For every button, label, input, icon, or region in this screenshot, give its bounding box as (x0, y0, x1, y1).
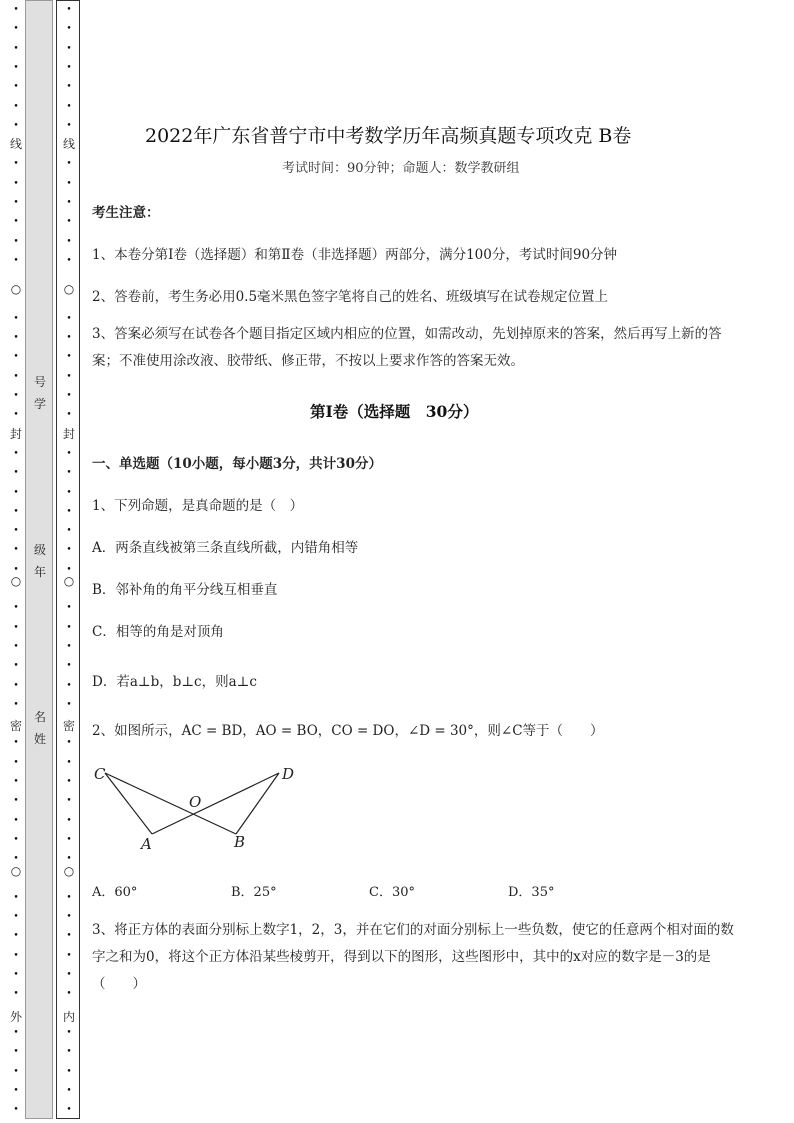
student-info-strip (25, 0, 53, 1119)
outer-mark-3: ○ (10, 574, 22, 588)
inner-mark-2: 封 (62, 427, 75, 441)
inner-dot: • (66, 912, 72, 923)
outer-dot: • (13, 892, 19, 903)
inner-dot: • (66, 757, 72, 768)
inner-dot: • (66, 1066, 72, 1077)
inner-dot: • (66, 641, 72, 652)
inner-dot: • (66, 352, 72, 363)
outer-dot: • (13, 120, 19, 131)
inner-dot: • (66, 506, 72, 517)
inner-dot: • (66, 198, 72, 208)
section-title: 第I卷（选择题 30分） (310, 402, 479, 421)
outer-dot: • (13, 603, 19, 614)
inner-dot: • (66, 333, 72, 344)
notice-item-3: 3、答案必须写在试卷各个题目指定区域内相应的位置，如需改动，先划掉原来的答案，然后再写上新的答案；不准使用涂改液、胶带纸、修正带，不按以上要求作答的答案无效。 (92, 326, 722, 369)
inner-dot: • (66, 448, 72, 459)
inner-dot: • (66, 101, 72, 112)
notice-item-2: 2、答卷前，考生务必用0.5毫米黑色签字笔将自己的姓名、班级填写在试卷规定位置上 (92, 289, 609, 305)
inner-dot: • (66, 738, 72, 749)
inner-mark-4: 密 (62, 719, 75, 733)
outer-dot: • (13, 159, 19, 170)
part-heading: 一、单选题（10小题，每小题3分，共计30分） (92, 456, 382, 472)
outer-dot: • (13, 699, 19, 710)
field-label-xingming-1: 名 (33, 710, 46, 724)
field-label-nianji-2: 年 (33, 565, 46, 579)
outer-dot: • (13, 931, 19, 942)
inner-dot: • (66, 892, 72, 903)
exam-info: 考试时间：90分钟；命题人：数学教研组 (282, 161, 520, 176)
outer-mark-6: 外 (9, 1010, 22, 1024)
inner-dot: • (66, 391, 72, 401)
outer-dot: • (13, 796, 19, 807)
question-1-option-c: C．相等的角是对顶角 (92, 624, 224, 640)
outer-dot: • (13, 487, 19, 498)
outer-dot: • (13, 622, 19, 633)
outer-dot: • (13, 1085, 19, 1096)
outer-dot: • (13, 1027, 19, 1038)
inner-dot: • (66, 950, 72, 961)
outer-dot: • (13, 1047, 19, 1058)
inner-dot: • (66, 526, 72, 537)
outer-dot: • (13, 526, 19, 537)
outer-dot: • (13, 410, 19, 421)
outer-dot: • (13, 1066, 19, 1077)
outer-dot: • (13, 950, 19, 961)
outer-dot: • (13, 834, 19, 845)
inner-dot: • (66, 255, 72, 266)
inner-dot: • (66, 1105, 72, 1116)
notice-heading: 考生注意： (92, 205, 160, 221)
outer-dot: • (13, 970, 19, 980)
inner-dot: • (66, 680, 72, 691)
outer-dot: • (13, 661, 19, 672)
inner-mark-3: ○ (63, 574, 75, 588)
outer-mark-2: 封 (9, 427, 22, 441)
question-2-option-c: C．30° (369, 885, 415, 900)
outer-dot: • (13, 641, 19, 652)
outer-dot: • (13, 178, 19, 189)
inner-dot: • (66, 834, 72, 845)
inner-dot: • (66, 313, 72, 324)
inner-dot: • (66, 24, 72, 35)
inner-dot: • (66, 178, 72, 189)
inner-dot: • (66, 854, 72, 865)
outer-dot: • (13, 198, 19, 208)
outer-mark-5: ○ (10, 864, 22, 878)
inner-dot: • (66, 931, 72, 942)
field-label-xuehao-1: 号 (33, 375, 46, 389)
inner-dot: • (66, 777, 72, 787)
outer-dot: • (13, 255, 19, 266)
outer-dot: • (13, 24, 19, 35)
outer-dot: • (13, 757, 19, 768)
question-1-option-a: A．两条直线被第三条直线所截，内错角相等 (92, 540, 359, 556)
inner-dot: • (66, 217, 72, 228)
inner-mark-1: ○ (63, 282, 75, 296)
question-2-option-d: D．35° (508, 885, 555, 900)
inner-dot: • (66, 487, 72, 498)
outer-mark-0: 线 (9, 137, 22, 151)
outer-dot: • (13, 448, 19, 459)
inner-dot: • (66, 815, 72, 826)
outer-dot: • (13, 217, 19, 228)
question-2-option-b: B．25° (231, 885, 277, 900)
outer-dot: • (13, 5, 19, 15)
inner-dot: • (66, 1085, 72, 1096)
field-label-xuehao-2: 学 (33, 397, 46, 411)
outer-dot: • (13, 1105, 19, 1116)
outer-dot: • (13, 352, 19, 363)
inner-dot: • (66, 43, 72, 54)
inner-dot: • (66, 699, 72, 710)
outer-dot: • (13, 815, 19, 826)
inner-dot: • (66, 236, 72, 247)
question-2-stem: 2、如图所示，AC = BD，AO = BO，CO = DO，∠D = 30°，则∠C等于（ ） (92, 723, 604, 739)
outer-mark-1: ○ (10, 282, 22, 296)
inner-dot: • (66, 468, 72, 479)
outer-dot: • (13, 82, 19, 93)
inner-dot: • (66, 1027, 72, 1038)
question-1-option-b: B．邻补角的角平分线互相垂直 (92, 582, 278, 598)
outer-dot: • (13, 564, 19, 575)
inner-dot: • (66, 159, 72, 170)
question-2-option-a: A．60° (92, 885, 138, 900)
outer-dot: • (13, 506, 19, 517)
outer-dot: • (13, 545, 19, 556)
question-3-stem: 3、将正方体的表面分别标上数字1，2，3，并在它们的对面分别标上一些负数，使它的任意两个相对面的数字之和为0，将这个正方体沿某些棱剪开，得到以下的图形，这些图形中，其中的x对应的数字是－3的是（ ） (92, 922, 734, 992)
outer-dot: • (13, 989, 19, 1000)
outer-dot: • (13, 738, 19, 749)
outer-dot: • (13, 854, 19, 865)
inner-dot: • (66, 120, 72, 131)
notice-item-1: 1、本卷分第I卷（选择题）和第Ⅱ卷（非选择题）两部分，满分100分，考试时间90分钟 (92, 247, 618, 263)
inner-mark-0: 线 (62, 137, 75, 151)
inner-dot: • (66, 410, 72, 421)
field-label-xingming-2: 姓 (33, 732, 46, 746)
outer-dot: • (13, 313, 19, 324)
inner-mark-6: 内 (62, 1010, 75, 1024)
outer-dot: • (13, 777, 19, 787)
outer-dot: • (13, 371, 19, 382)
inner-dot: • (66, 622, 72, 633)
inner-dot: • (66, 661, 72, 672)
inner-dot: • (66, 82, 72, 93)
question-1-option-d: D．若a⊥b，b⊥c，则a⊥c (92, 674, 257, 690)
outer-dot: • (13, 391, 19, 401)
figure-label-c: C (94, 765, 106, 783)
inner-dot: • (66, 603, 72, 614)
page-title: 2022年广东省普宁市中考数学历年高频真题专项攻克 B卷 (145, 125, 632, 147)
inner-dot: • (66, 989, 72, 1000)
inner-dot: • (66, 371, 72, 382)
inner-dot: • (66, 5, 72, 15)
outer-mark-4: 密 (9, 719, 22, 733)
inner-dot: • (66, 1047, 72, 1058)
inner-dot: • (66, 970, 72, 980)
figure-label-b: B (234, 833, 246, 851)
inner-dot: • (66, 545, 72, 556)
binding-dots-outer (8, 0, 24, 1123)
inner-mark-5: ○ (63, 864, 75, 878)
inner-dot: • (66, 564, 72, 575)
outer-dot: • (13, 101, 19, 112)
inner-dot: • (66, 62, 72, 73)
outer-dot: • (13, 43, 19, 54)
figure-label-a: A (141, 835, 152, 853)
outer-dot: • (13, 468, 19, 479)
inner-dot: • (66, 796, 72, 807)
question-1-stem: 1、下列命题，是真命题的是（ ） (92, 498, 304, 514)
figure-label-d: D (282, 765, 295, 783)
outer-dot: • (13, 236, 19, 247)
field-label-nianji-1: 级 (33, 543, 46, 557)
outer-dot: • (13, 62, 19, 73)
figure-label-o: O (189, 793, 202, 811)
outer-dot: • (13, 333, 19, 344)
binding-dots-inner (61, 0, 77, 1123)
question-2-figure (92, 760, 312, 855)
outer-dot: • (13, 680, 19, 691)
outer-dot: • (13, 912, 19, 923)
